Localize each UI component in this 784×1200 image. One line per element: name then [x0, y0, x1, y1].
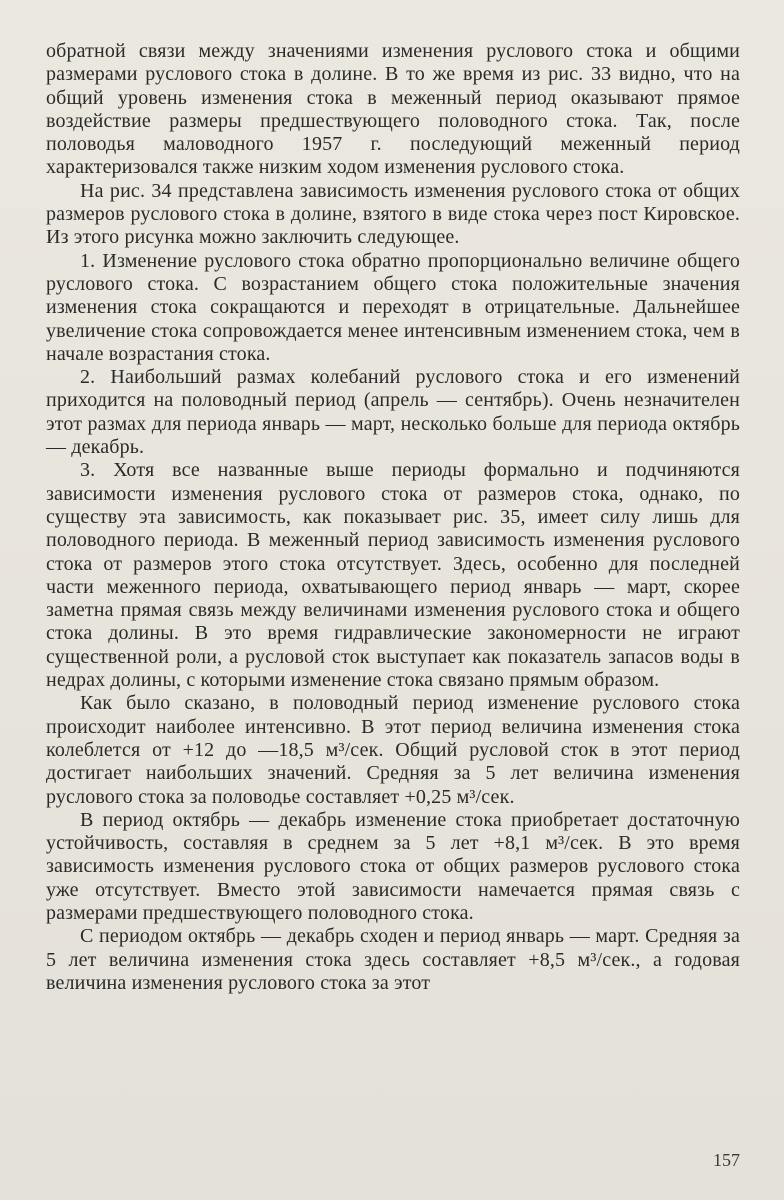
paragraph-point-1: 1. Изменение руслового стока обратно пропорционально величине общего руслового стока. С возрастанием общего стока положительные значения изменения стока сокращаются и переходят в отрицательные. Дальнейшее увеличение стока сопровождается менее интенсивным изменением стока, чем в начале возрастания стока. — [46, 249, 740, 365]
paragraph-figure-34-intro: На рис. 34 представлена зависимость изменения руслового стока от общих размеров руслового стока в долине, взятого в виде стока через пост Кировское. Из этого рисунка можно заключить следующее. — [46, 179, 740, 249]
paragraph-continuation: обратной связи между значениями изменения руслового стока и общими размерами руслового стока в долине. В то же время из рис. 33 видно, что на общий уровень изменения стока в меженный период оказывают прямое воздействие размеры предшествующего половодного стока. Так, после половодья маловодного 1957 г. последующий меженный период характеризовался также низким ходом изменения руслового стока. — [46, 40, 740, 179]
body-text — [46, 40, 740, 995]
paragraph-point-2: 2. Наибольший размах колебаний руслового стока и его изменений приходится на половодный период (апрель — сентябрь). Очень незначителен этот размах для периода январь — март, несколько больше для периода октябрь — декабрь. — [46, 366, 740, 459]
paragraph-january-march: С периодом октябрь — декабрь сходен и период январь — март. Средняя за 5 лет величина изменения стока здесь составляет +8,5 м³/сек., а годовая величина изменения руслового стока за этот — [46, 925, 740, 994]
paragraph-flood-period: Как было сказано, в половодный период изменение руслового стока происходит наиболее интенсивно. В этот период величина изменения стока колеблется от +12 до —18,5 м³/сек. Общий русловой сток в этот период достигает наибольших значений. Средняя за 5 лет величина изменения руслового стока за половодье составляет +0,25 м³/сек. — [46, 692, 740, 808]
paragraph-october-december: В период октябрь — декабрь изменение стока приобретает достаточную устойчивость, составляя в среднем за 5 лет +8,1 м³/сек. В это время зависимость изменения руслового стока от общих размеров руслового стока уже отсутствует. Вместо этой зависимости намечается прямая связь с размерами предшествующего половодного стока. — [46, 808, 740, 924]
paragraph-point-3: 3. Хотя все названные выше периоды формально и подчиняются зависимости изменения руслового стока от размеров стока, однако, по существу эта зависимость, как показывает рис. 35, имеет силу лишь для половодного периода. В меженный период зависимость изменения руслового стока от размеров этого стока отсутствует. Здесь, особенно для последней части меженного периода, охватывающего период январь — март, скорее заметна прямая связь между величинами изменения руслового стока и общего стока долины. В это время гидравлические закономерности не играют существенной роли, а русловой сток выступает как показатель запасов воды в недрах долины, с которыми изменение стока связано прямым образом. — [46, 459, 740, 692]
page-number: 157 — [713, 1150, 740, 1170]
